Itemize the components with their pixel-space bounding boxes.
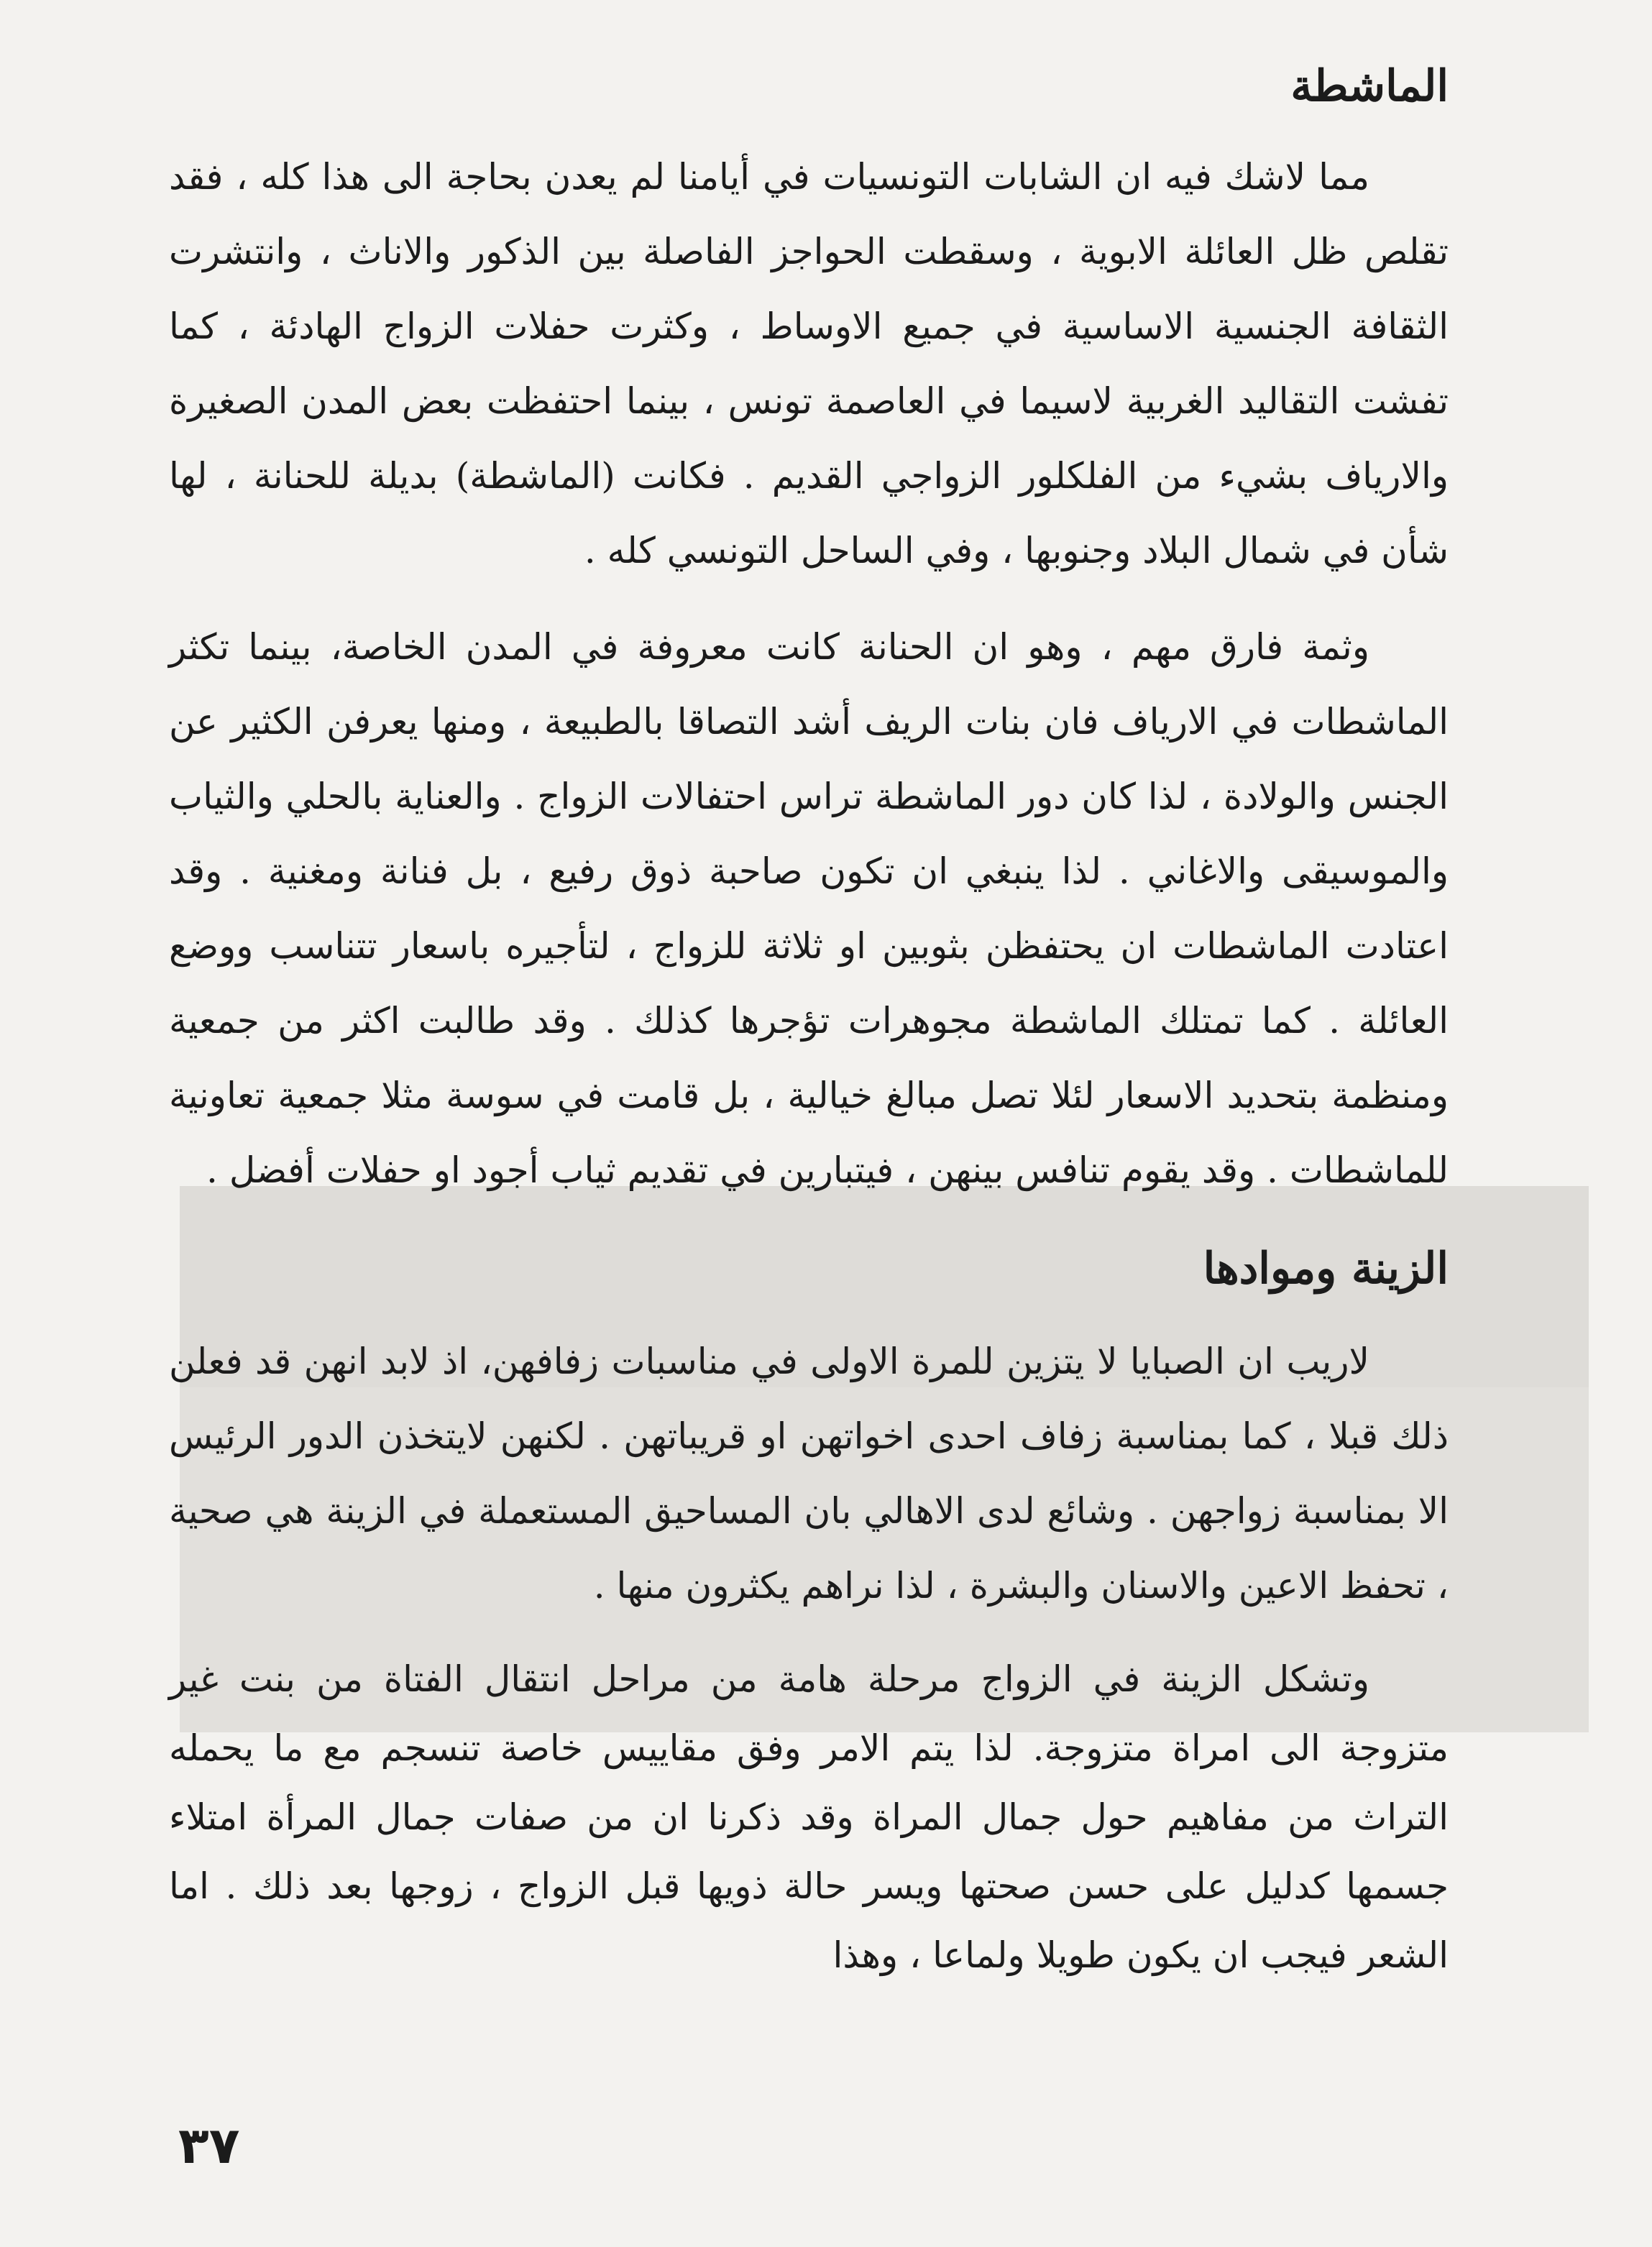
paragraph-3: لاريب ان الصبايا لا يتزين للمرة الاولى في مناسبات زفافهن، اذ لابد انهن قد فعلن ذلك قبلا ، كما بمناسبة زفاف احدى اخواتهن او قريباتهن . لكنهن لايتخذن الدور الرئيس الا بمناسبة زواجهن . وشائع لدى الاهالي بان المساحيق المستعملة في الزينة هي صحية ، تحفظ الاعين والاسنان والبشرة ، لذا نراهم يكثرون منها . bbox=[169, 1341, 1449, 1607]
page-number: ٣٧ bbox=[178, 2116, 240, 2175]
section-title: الزينة وموادها bbox=[1203, 1244, 1449, 1294]
paragraph-1: مما لاشك فيه ان الشابات التونسيات في أيامنا لم يعدن بحاجة الى هذا كله ، فقد تقلص ظل العائلة الابوية ، وسقطت الحواجز الفاصلة بين الذكور والاناث ، وانتشرت الثقافة الجنسية الاساسية في جميع الاوساط ، وكثرت حفلات الزواج الهادئة ، كما تفشت التقاليد الغربية لاسيما في العاصمة تونس ، بينما احتفظت بعض المدن الصغيرة والارياف بشيء من الفلكلور الزواجي القديم . فكانت (الماشطة) بديلة للحنانة ، لها شأن في شمال البلاد وجنوبها ، وفي الساحل التونسي كله . bbox=[169, 156, 1449, 571]
running-head: الماشطة bbox=[1290, 61, 1449, 111]
paragraph-4: وتشكل الزينة في الزواج مرحلة هامة من مراحل انتقال الفتاة من بنت غير متزوجة الى امراة متزوجة. لذا يتم الامر وفق مقاييس خاصة تنسجم مع ما يحمله التراث من مفاهيم حول جمال المراة وقد ذكرنا ان من صفات جمال المرأة امتلاء جسمها كدليل على حسن صحتها ويسر حالة ذويها قبل الزواج ، زوجها بعد ذلك . اما الشعر فيجب ان يكون طويلا ولماعا ، وهذا bbox=[169, 1658, 1449, 1976]
page-content bbox=[169, 43, 1449, 2011]
paragraph-2: وثمة فارق مهم ، وهو ان الحنانة كانت معروفة في المدن الخاصة، بينما تكثر الماشطات في الارياف فان بنات الريف أشد التصاقا بالطبيعة ، ومنها يعرفن الكثير عن الجنس والولادة ، لذا كان دور الماشطة تراس احتفالات الزواج . والعناية بالحلي والثياب والموسيقى والاغاني . لذا ينبغي ان تكون صاحبة ذوق رفيع ، بل فنانة ومغنية . وقد اعتادت الماشطات ان يحتفظن بثوبين او ثلاثة للزواج ، لتأجيره باسعار تتناسب ووضع العائلة . كما تمتلك الماشطة مجوهرات تؤجرها كذلك . وقد طالبت اكثر من جمعية ومنظمة بتحديد الاسعار لئلا تصل مبالغ خيالية ، بل قامت في سوسة مثلا جمعية تعاونية للماشطات . وقد يقوم تنافس بينهن ، فيتبارين في تقديم ثياب أجود او حفلات أفضل . bbox=[169, 626, 1449, 1191]
